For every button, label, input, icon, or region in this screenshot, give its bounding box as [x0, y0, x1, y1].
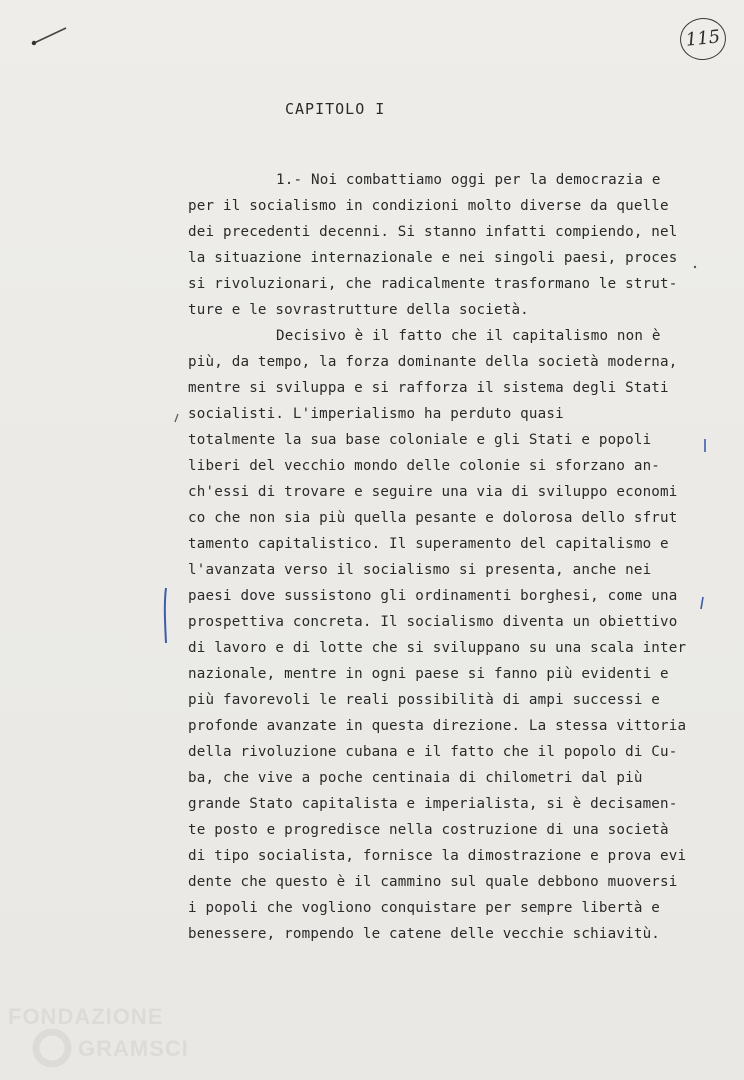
text-line: più favorevoli le reali possibilità di ampi successi e — [188, 692, 661, 708]
text-line: ture e le sovrastrutture della società. — [188, 302, 529, 318]
text-line: mentre si sviluppa e si rafforza il sistema degli Stati — [188, 380, 669, 396]
text-line: ba, che vive a poche centinaia di chilometri dal più — [188, 770, 643, 786]
text-line: dente che questo è il cammino sul quale debbono muoversi — [188, 874, 678, 890]
text-line: i popoli che vogliono conquistare per sempre libertà e — [188, 900, 661, 916]
comma-mark — [170, 410, 184, 426]
text-line: nazionale, mentre in ogni paese si fanno più evidenti e — [188, 666, 669, 682]
text-line: grande Stato capitalista e imperialista, si è decisamen- — [188, 796, 678, 812]
text-line: dei precedenti decenni. Si stanno infatti compiendo, nel — [188, 224, 678, 240]
watermark-logo — [6, 996, 196, 1076]
text-line: ch'essi di trovare e seguire una via di sviluppo economi — [188, 484, 678, 500]
text-line: 1.- Noi combattiamo oggi per la democrazia e — [276, 172, 661, 188]
text-line: te posto e progredisce nella costruzione di una società — [188, 822, 669, 838]
text-line: Decisivo è il fatto che il capitalismo non è — [276, 328, 661, 344]
text-line: della rivoluzione cubana e il fatto che il popolo di Cu- — [188, 744, 678, 760]
text-line: prospettiva concreta. Il socialismo diventa un obiettivo — [188, 614, 678, 630]
text-line: totalmente la sua base coloniale e gli Stati e popoli — [188, 432, 652, 448]
margin-line-mark — [158, 585, 174, 647]
text-line: paesi dove sussistono gli ordinamenti borghesi, come una — [188, 588, 678, 604]
watermark-line2: GRAMSCI — [78, 1036, 189, 1061]
text-line: tamento capitalistico. Il superamento del capitalismo e — [188, 536, 669, 552]
text-line: socialisti. L'imperialismo ha perduto quasi — [188, 406, 564, 422]
text-line: profonde avanzate in questa direzione. La stessa vittoria — [188, 718, 687, 734]
pencil-mark — [26, 22, 74, 50]
text-line: di lavoro e di lotte che si sviluppano su una scala inter — [188, 640, 687, 656]
text-line: l'avanzata verso il socialismo si presenta, anche nei — [188, 562, 652, 578]
chapter-heading: CAPITOLO I — [285, 100, 386, 118]
margin-tick-mark — [697, 594, 707, 614]
text-line: co che non sia più quella pesante e dolorosa dello sfrut — [188, 510, 678, 526]
text-line: più, da tempo, la forza dominante della società moderna, — [188, 354, 678, 370]
text-line: la situazione internazionale e nei singoli paesi, proces — [188, 250, 678, 266]
text-line: si rivoluzionari, che radicalmente trasformano le strut- — [188, 276, 678, 292]
text-line: liberi del vecchio mondo delle colonie si sforzano an- — [188, 458, 661, 474]
margin-tick-mark — [700, 436, 710, 456]
dot-mark — [688, 258, 702, 274]
text-line: per il socialismo in condizioni molto diverse da quelle — [188, 198, 669, 214]
text-line: benessere, rompendo le catene delle vecchie schiavitù. — [188, 926, 661, 942]
text-line: di tipo socialista, fornisce la dimostrazione e prova evi — [188, 848, 687, 864]
page-number: 115 — [678, 16, 728, 63]
watermark-line1: FONDAZIONE — [8, 1004, 164, 1029]
